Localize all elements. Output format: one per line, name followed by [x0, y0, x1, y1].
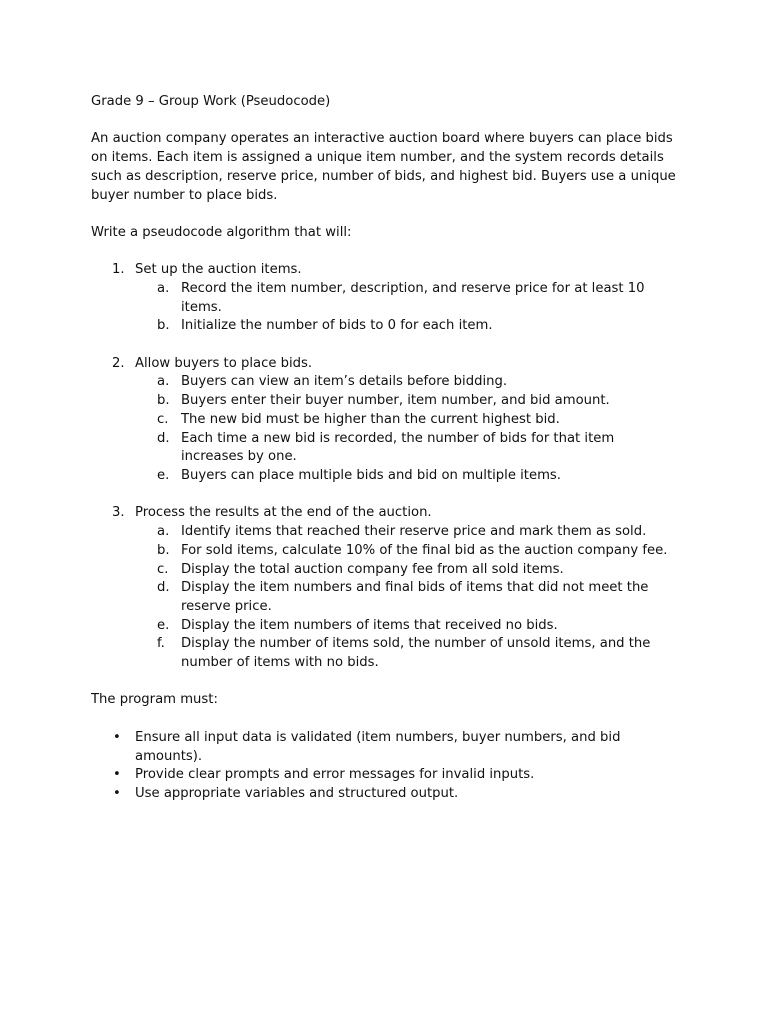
- subtask-item: [91, 542, 691, 561]
- subtask-line: items.: [181, 299, 222, 315]
- subtask-line: Display the number of items sold, the number of unsold items, and the: [181, 636, 651, 652]
- task-number: 2.: [112, 355, 125, 371]
- requirement-item: [91, 729, 691, 766]
- subtask-line: Buyers can view an item’s details before bidding.: [181, 374, 508, 390]
- task-heading-text: Allow buyers to place bids.: [135, 355, 313, 371]
- subtask-line: Buyers enter their buyer number, item number, and bid amount.: [181, 393, 610, 409]
- task-number: 3.: [112, 505, 125, 521]
- requirement-line: amounts).: [135, 748, 203, 764]
- subtask-letter: e.: [157, 617, 170, 633]
- subtask-list: [91, 280, 691, 336]
- subtask-letter: a.: [157, 524, 170, 540]
- requirement-line: Use appropriate variables and structured output.: [135, 785, 459, 801]
- subtask-line: Identify items that reached their reserve price and mark them as sold.: [181, 524, 647, 540]
- subtask-letter: b.: [157, 318, 170, 334]
- subtask-line: For sold items, calculate 10% of the final bid as the auction company fee.: [181, 542, 668, 558]
- bullet-icon: •: [113, 767, 121, 783]
- subtask-line: number of items with no bids.: [181, 655, 379, 671]
- subtask-item: [91, 411, 691, 430]
- subtask-list: [91, 523, 691, 673]
- task-heading: [91, 261, 691, 280]
- subtask-letter: c.: [157, 561, 169, 577]
- intro-line: buyer number to place bids.: [91, 187, 278, 203]
- requirement-item: [91, 766, 691, 785]
- subtask-letter: b.: [157, 542, 170, 558]
- subtask-item: [91, 467, 691, 486]
- requirement-item: [91, 785, 691, 804]
- intro-line: such as description, reserve price, number of bids, and highest bid. Buyers use a unique: [91, 168, 676, 184]
- intro-line: on items. Each item is assigned a unique item number, and the system records details: [91, 150, 664, 166]
- subtask-letter: a.: [157, 280, 170, 296]
- requirements-heading: The program must:: [91, 692, 218, 708]
- task-3: [91, 504, 691, 672]
- bullet-icon: •: [113, 729, 121, 745]
- subtask-item: [91, 561, 691, 580]
- subtask-item: [91, 317, 691, 336]
- task-1: [91, 261, 691, 336]
- intro-line: An auction company operates an interactive auction board where buyers can place bids: [91, 131, 673, 147]
- subtask-letter: d.: [157, 430, 170, 446]
- bullet-icon: •: [113, 785, 121, 801]
- task-2: [91, 355, 691, 486]
- subtask-item: [91, 430, 691, 467]
- subtask-item: [91, 579, 691, 616]
- subtask-letter: d.: [157, 580, 170, 596]
- requirement-line: Ensure all input data is validated (item numbers, buyer numbers, and bid: [135, 729, 621, 745]
- subtask-item: [91, 280, 691, 317]
- task-heading-text: Set up the auction items.: [135, 262, 302, 278]
- subtask-list: [91, 373, 691, 485]
- subtask-line: Display the total auction company fee from all sold items.: [181, 561, 564, 577]
- subtask-line: increases by one.: [181, 449, 297, 465]
- subtask-line: Record the item number, description, and reserve price for at least 10: [181, 280, 645, 296]
- subtask-letter: f.: [157, 636, 165, 652]
- subtask-line: The new bid must be higher than the current highest bid.: [181, 411, 560, 427]
- subtask-item: [91, 373, 691, 392]
- subtask-letter: e.: [157, 468, 170, 483]
- subtask-line: Each time a new bid is recorded, the number of bids for that item: [181, 430, 615, 446]
- subtask-line: Buyers can place multiple bids and bid on multiple items.: [181, 468, 561, 483]
- task-heading-text: Process the results at the end of the auction.: [135, 505, 432, 521]
- subtask-letter: a.: [157, 374, 170, 390]
- subtask-line: Display the item numbers of items that received no bids.: [181, 617, 558, 633]
- task-heading: [91, 355, 691, 374]
- intro-paragraph: [91, 130, 691, 205]
- subtask-letter: c.: [157, 411, 169, 427]
- document-page: [91, 93, 691, 804]
- task-heading: [91, 504, 691, 523]
- task-number: 1.: [112, 262, 125, 278]
- subtask-line: Initialize the number of bids to 0 for each item.: [181, 318, 493, 334]
- subtask-item: [91, 617, 691, 636]
- subtask-item: [91, 392, 691, 411]
- subtask-letter: b.: [157, 393, 170, 409]
- requirements-list: [91, 729, 691, 804]
- subtask-line: reserve price.: [181, 598, 272, 614]
- document-title: Grade 9 – Group Work (Pseudocode): [91, 94, 331, 109]
- subtask-item: [91, 635, 691, 672]
- task-prompt: Write a pseudocode algorithm that will:: [91, 224, 352, 240]
- subtask-item: [91, 523, 691, 542]
- requirement-line: Provide clear prompts and error messages for invalid inputs.: [135, 767, 535, 783]
- subtask-line: Display the item numbers and final bids of items that did not meet the: [181, 580, 649, 596]
